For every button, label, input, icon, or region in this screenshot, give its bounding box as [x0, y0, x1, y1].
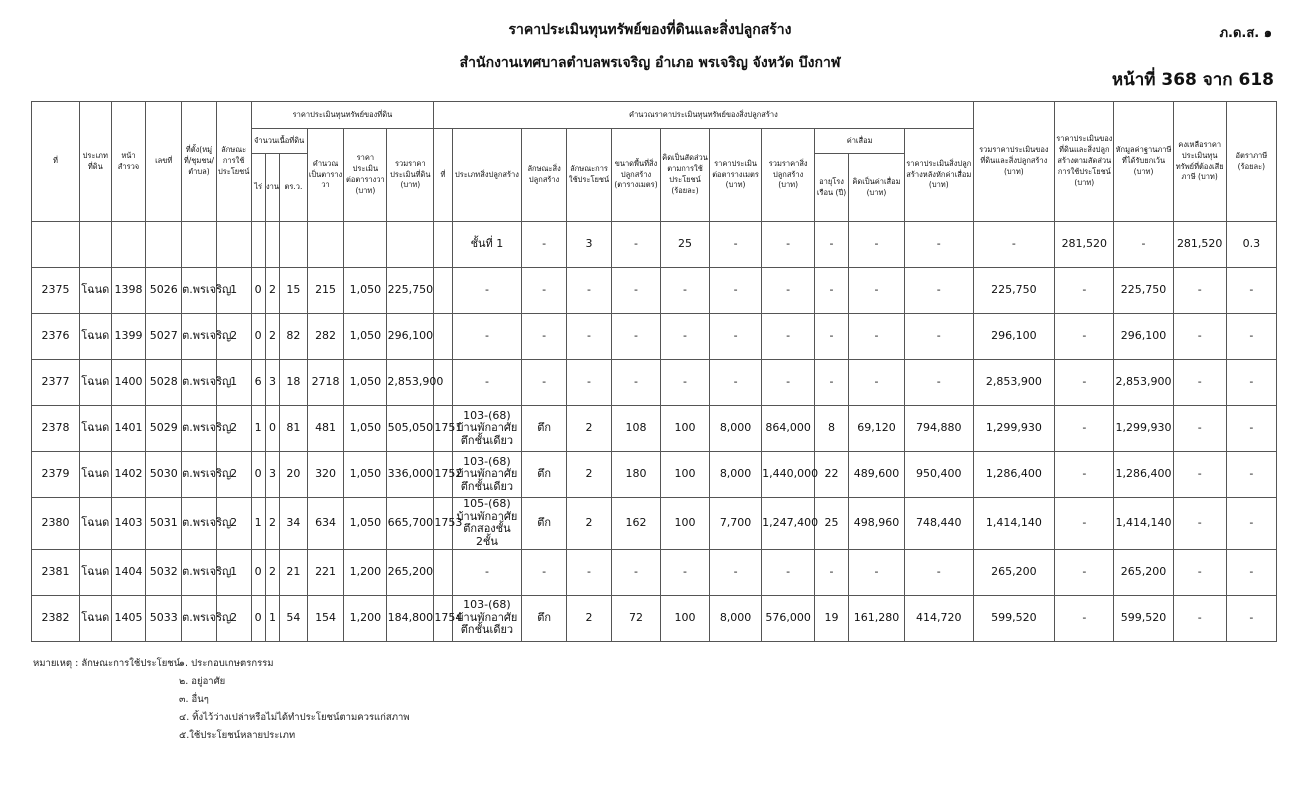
cell-price-per-wa: 1,050	[344, 268, 387, 314]
cell-b-ratio: 100	[661, 595, 710, 641]
cell-no: 2379	[32, 452, 80, 498]
cell-ngan: 3	[265, 452, 279, 498]
cell-rate: -	[1226, 452, 1276, 498]
col-rate: อัตราภาษี (ร้อยละ)	[1226, 102, 1276, 222]
cell-b-usage: -	[567, 360, 612, 406]
cell-b-type: -	[452, 268, 521, 314]
page-number: หน้าที่ 368 จาก 618	[1111, 70, 1274, 90]
note-item: ๔. ทิ้งไว้ว่างเปล่าหรือไม่ได้ทำประโยชน์ตามควรแก่สภาพ	[179, 712, 410, 723]
cell-b-net: -	[905, 268, 973, 314]
cell-dep-age: -	[815, 549, 849, 595]
cell-dep-age: 19	[815, 595, 849, 641]
cell-taxable: -	[1173, 549, 1226, 595]
cell-location: ต.พรเจริญ	[182, 549, 217, 595]
cell-b-usage: 2	[567, 595, 612, 641]
note-item: ๒. อยู่อาศัย	[179, 676, 226, 687]
cell-b-usage: 2	[567, 406, 612, 452]
page-title: ราคาประเมินทุนทรัพย์ของที่ดินและสิ่งปลูกสร้าง	[508, 22, 792, 38]
cell-deduction: 1,414,140	[1114, 498, 1173, 550]
col-rai: ไร่	[251, 154, 265, 222]
cell-rate: 0.3	[1226, 222, 1276, 268]
cell-no: 2380	[32, 498, 80, 550]
cell-ngan: 1	[265, 595, 279, 641]
col-building-kind: ลักษณะสิ่งปลูกสร้าง	[522, 129, 567, 222]
cell-price-per-wa: 1,050	[344, 498, 387, 550]
cell-b-area: 180	[612, 452, 661, 498]
cell-land-type: โฉนด	[79, 406, 111, 452]
cell-b-total: -	[762, 360, 815, 406]
cell-rate: -	[1226, 595, 1276, 641]
cell-b-price: 8,000	[710, 595, 762, 641]
cell-survey-page: 1402	[111, 452, 146, 498]
cell-area-wa: 154	[307, 595, 344, 641]
cell-b-total: -	[762, 549, 815, 595]
col-building-no: ที่	[434, 129, 452, 222]
cell-land-total: 505,050	[387, 406, 434, 452]
cell-land-type: โฉนด	[79, 549, 111, 595]
cell-usage: 2	[216, 406, 251, 452]
cell-area-wa: 282	[307, 314, 344, 360]
cell-usage: 2	[216, 595, 251, 641]
cell-location: ต.พรเจริญ	[182, 452, 217, 498]
cell-b-area: 72	[612, 595, 661, 641]
cell-b-total: 1,440,000	[762, 452, 815, 498]
cell-taxable: -	[1173, 268, 1226, 314]
cell-b-total: -	[762, 222, 815, 268]
table-row	[32, 498, 1277, 550]
cell-land-type: โฉนด	[79, 360, 111, 406]
cell-b-total: -	[762, 268, 815, 314]
cell-location: ต.พรเจริญ	[182, 406, 217, 452]
cell-ngan: 2	[265, 498, 279, 550]
cell-area-wa: 221	[307, 549, 344, 595]
cell-rate: -	[1226, 549, 1276, 595]
cell-b-price: -	[710, 268, 762, 314]
cell-land-total: 296,100	[387, 314, 434, 360]
cell-rai: 0	[251, 268, 265, 314]
cell-number: 5030	[146, 452, 182, 498]
cell-deduction: 265,200	[1114, 549, 1173, 595]
cell-b-price: 7,700	[710, 498, 762, 550]
col-no: ที่	[32, 102, 80, 222]
table-row	[32, 314, 1277, 360]
cell-wa: 54	[280, 595, 308, 641]
col-building-type: ประเภทสิ่งปลูกสร้าง	[452, 129, 521, 222]
cell-b-net: 748,440	[905, 498, 973, 550]
cell-survey-page: 1405	[111, 595, 146, 641]
col-land-total: รวมราคาประเมินที่ดิน (บาท)	[387, 129, 434, 222]
cell-number: 5033	[146, 595, 182, 641]
cell-number: 5027	[146, 314, 182, 360]
cell-dep-age: -	[815, 222, 849, 268]
cell-total: 296,100	[973, 314, 1055, 360]
cell-b-ratio: -	[661, 549, 710, 595]
cell-survey-page: 1404	[111, 549, 146, 595]
cell-rate: -	[1226, 314, 1276, 360]
cell-dep-value: -	[848, 549, 904, 595]
cell-location: ต.พรเจริญ	[182, 595, 217, 641]
col-area-wa: คำนวณเป็นตารางวา	[307, 129, 344, 222]
cell-wa: 18	[280, 360, 308, 406]
cell-location: ต.พรเจริญ	[182, 360, 217, 406]
cell-b-kind: -	[522, 549, 567, 595]
cell-proportional: -	[1055, 595, 1114, 641]
cell-number: 5031	[146, 498, 182, 550]
cell-taxable: -	[1173, 595, 1226, 641]
cell-deduction: 225,750	[1114, 268, 1173, 314]
col-land-type: ประเภทที่ดิน	[79, 102, 111, 222]
cell-b-price: -	[710, 549, 762, 595]
cell-rai: 0	[251, 452, 265, 498]
cell-location: ต.พรเจริญ	[182, 314, 217, 360]
cell-b-kind: -	[522, 360, 567, 406]
cell-b-net: 794,880	[905, 406, 973, 452]
cell-b-usage: 2	[567, 498, 612, 550]
cell-proportional: -	[1055, 498, 1114, 550]
cell-area-wa: 2718	[307, 360, 344, 406]
cell-price-per-wa: 1,050	[344, 360, 387, 406]
notes-label: หมายเหตุ : ลักษณะการใช้ประโยชน์	[33, 658, 181, 669]
col-ngan: งาน	[265, 154, 279, 222]
cell-b-type: 103-(68) บ้านพักอาศัยตึกชั้นเดียว	[452, 452, 521, 498]
table-row	[32, 406, 1277, 452]
cell-b-kind: ตึก	[522, 452, 567, 498]
cell-taxable: -	[1173, 360, 1226, 406]
cell-proportional: -	[1055, 452, 1114, 498]
cell-price-per-wa: 1,050	[344, 452, 387, 498]
cell-rai: 0	[251, 314, 265, 360]
cell-b-net: -	[905, 314, 973, 360]
cell-total: 1,299,930	[973, 406, 1055, 452]
cell-survey-page: 1399	[111, 314, 146, 360]
cell-b-total: 576,000	[762, 595, 815, 641]
cell-ngan: 0	[265, 406, 279, 452]
cell-price-per-wa: 1,050	[344, 406, 387, 452]
cell-rate: -	[1226, 406, 1276, 452]
cell-land-type: โฉนด	[79, 595, 111, 641]
cell-b-type: ชั้นที่ 1	[452, 222, 521, 268]
cell-b-type: 103-(68) บ้านพักอาศัยตึกชั้นเดียว	[452, 595, 521, 641]
cell-ngan: 2	[265, 268, 279, 314]
cell-b-type: -	[452, 549, 521, 595]
cell-taxable: -	[1173, 498, 1226, 550]
cell-proportional: -	[1055, 314, 1114, 360]
cell-b-total: 1,247,400	[762, 498, 815, 550]
cell-rai: 1	[251, 406, 265, 452]
cell-b-ratio: -	[661, 268, 710, 314]
cell-no: 2376	[32, 314, 80, 360]
cell-b-price: -	[710, 314, 762, 360]
table-row	[32, 595, 1277, 641]
cell-deduction: 2,853,900	[1114, 360, 1173, 406]
cell-b-total: -	[762, 314, 815, 360]
cell-usage: 1	[216, 268, 251, 314]
table-row	[32, 268, 1277, 314]
col-building-price: ราคาประเมินต่อตารางเมตร (บาท)	[710, 129, 762, 222]
cell-taxable: -	[1173, 452, 1226, 498]
cell-survey-page: 1403	[111, 498, 146, 550]
cell-deduction: 296,100	[1114, 314, 1173, 360]
col-wa: ตร.ว.	[280, 154, 308, 222]
cell-location: ต.พรเจริญ	[182, 268, 217, 314]
cell-rai: 1	[251, 498, 265, 550]
cell-b-kind: ตึก	[522, 595, 567, 641]
cell-number: 5028	[146, 360, 182, 406]
cell-b-area: -	[612, 360, 661, 406]
col-usage: ลักษณะการใช้ประโยชน์	[216, 102, 251, 222]
cell-location: ต.พรเจริญ	[182, 498, 217, 550]
cell-b-no: 1754	[434, 595, 452, 641]
cell-b-usage: 3	[567, 222, 612, 268]
cell-dep-value: 69,120	[848, 406, 904, 452]
cell-dep-age: 22	[815, 452, 849, 498]
cell-price-per-wa: 1,050	[344, 314, 387, 360]
cell-proportional: 281,520	[1055, 222, 1114, 268]
cell-b-type: 103-(68) บ้านพักอาศัยตึกชั้นเดียว	[452, 406, 521, 452]
cell-proportional: -	[1055, 549, 1114, 595]
cell-b-area: -	[612, 549, 661, 595]
col-building-total: รวมราคาสิ่งปลูกสร้าง (บาท)	[762, 129, 815, 222]
cell-area-wa: 320	[307, 452, 344, 498]
cell-number: 5032	[146, 549, 182, 595]
page-subtitle: สำนักงานเทศบาลตำบลพรเจริญ อำเภอ พรเจริญ จังหวัด บึงกาฬ	[459, 55, 841, 71]
table-row	[32, 360, 1277, 406]
cell-wa: 82	[280, 314, 308, 360]
cell-wa: 34	[280, 498, 308, 550]
group-depreciation: ค่าเสื่อม	[815, 129, 905, 154]
cell-area-wa: 634	[307, 498, 344, 550]
cell-ngan: 3	[265, 360, 279, 406]
cell-no: 2381	[32, 549, 80, 595]
cell-b-type: -	[452, 360, 521, 406]
cell-usage: 2	[216, 314, 251, 360]
cell-dep-age: -	[815, 314, 849, 360]
cell-b-kind: -	[522, 222, 567, 268]
cell-number: 5026	[146, 268, 182, 314]
group-land-area: จำนวนเนื้อที่ดิน	[251, 129, 307, 154]
cell-b-area: 108	[612, 406, 661, 452]
cell-b-no	[434, 549, 452, 595]
cell-b-area: -	[612, 222, 661, 268]
cell-b-total: 864,000	[762, 406, 815, 452]
cell-b-net: -	[905, 222, 973, 268]
cell-rate: -	[1226, 360, 1276, 406]
note-item: ๕.ใช้ประโยชน์หลายประเภท	[179, 730, 296, 741]
cell-deduction: -	[1114, 222, 1173, 268]
cell-total: 265,200	[973, 549, 1055, 595]
cell-b-usage: -	[567, 314, 612, 360]
cell-price-per-wa: 1,200	[344, 549, 387, 595]
cell-b-net: -	[905, 360, 973, 406]
cell-b-usage: 2	[567, 452, 612, 498]
cell-b-ratio: 100	[661, 452, 710, 498]
col-survey-page: หน้าสำรวจ	[111, 102, 146, 222]
cell-b-area: -	[612, 314, 661, 360]
cell-no: 2375	[32, 268, 80, 314]
cell-usage: 2	[216, 452, 251, 498]
cell-b-type: 105-(68) บ้านพักอาศัยตึกสองชั้น 2ชั้น	[452, 498, 521, 550]
assessment-table	[31, 101, 1277, 642]
cell-ngan: 2	[265, 549, 279, 595]
table-row	[32, 549, 1277, 595]
cell-no: 2382	[32, 595, 80, 641]
cell-total: 599,520	[973, 595, 1055, 641]
cell-dep-value: -	[848, 314, 904, 360]
cell-b-no: 1753	[434, 498, 452, 550]
cell-land-total: 184,800	[387, 595, 434, 641]
cell-b-kind: -	[522, 314, 567, 360]
cell-dep-age: -	[815, 268, 849, 314]
cell-no: 2378	[32, 406, 80, 452]
cell-b-kind: ตึก	[522, 406, 567, 452]
cell-b-no	[434, 314, 452, 360]
cell-land-type: โฉนด	[79, 314, 111, 360]
cell-total: 225,750	[973, 268, 1055, 314]
cell-dep-age: 25	[815, 498, 849, 550]
cell-land-total: 225,750	[387, 268, 434, 314]
cell-b-ratio: -	[661, 360, 710, 406]
cell-wa: 15	[280, 268, 308, 314]
col-building-net: ราคาประเมินสิ่งปลูกสร้างหลังหักค่าเสื่อม (บาท)	[905, 129, 973, 222]
cell-b-kind: ตึก	[522, 498, 567, 550]
cell-b-usage: -	[567, 549, 612, 595]
cell-proportional: -	[1055, 406, 1114, 452]
cell-proportional: -	[1055, 360, 1114, 406]
cell-rai: 0	[251, 595, 265, 641]
cell-b-ratio: 100	[661, 406, 710, 452]
cell-dep-value: -	[848, 268, 904, 314]
cell-usage: 2	[216, 498, 251, 550]
cell-taxable: 281,520	[1173, 222, 1226, 268]
cell-area-wa: 481	[307, 406, 344, 452]
cell-b-kind: -	[522, 268, 567, 314]
cell-dep-value: 489,600	[848, 452, 904, 498]
note-item: ๑. ประกอบเกษตรกรรม	[179, 658, 274, 669]
col-building-ratio: คิดเป็นสัดส่วนตามการใช้ประโยชน์ (ร้อยละ)	[661, 129, 710, 222]
cell-land-total: 665,700	[387, 498, 434, 550]
cell-dep-value: -	[848, 360, 904, 406]
cell-no: 2377	[32, 360, 80, 406]
cell-total: 1,286,400	[973, 452, 1055, 498]
cell-b-price: -	[710, 222, 762, 268]
cell-number: 5029	[146, 406, 182, 452]
cell-dep-value: 161,280	[848, 595, 904, 641]
cell-b-usage: -	[567, 268, 612, 314]
cell-ngan: 2	[265, 314, 279, 360]
cell-usage: 1	[216, 360, 251, 406]
note-item: ๓. อื่นๆ	[179, 694, 209, 705]
cell-dep-value: -	[848, 222, 904, 268]
col-proportional: ราคาประเมินของที่ดินและสิ่งปลูกสร้างตามสัดส่วนการใช้ประโยชน์ (บาท)	[1055, 102, 1114, 222]
table-row	[32, 452, 1277, 498]
cell-wa: 81	[280, 406, 308, 452]
cell-usage: 1	[216, 549, 251, 595]
cell-b-no: 1752	[434, 452, 452, 498]
cell-b-net: 414,720	[905, 595, 973, 641]
cell-b-area: 162	[612, 498, 661, 550]
cell-deduction: 1,299,930	[1114, 406, 1173, 452]
form-code: ภ.ด.ส. ๑	[1219, 26, 1272, 41]
cell-land-type: โฉนด	[79, 268, 111, 314]
cell-b-type: -	[452, 314, 521, 360]
cell-land-total: 265,200	[387, 549, 434, 595]
cell-land-type: โฉนด	[79, 498, 111, 550]
cell-dep-value: 498,960	[848, 498, 904, 550]
cell-b-no: 1751	[434, 406, 452, 452]
cell-dep-age: 8	[815, 406, 849, 452]
cell-total: 2,853,900	[973, 360, 1055, 406]
cell-survey-page: 1401	[111, 406, 146, 452]
cell-b-price: 8,000	[710, 406, 762, 452]
cell-land-total: 2,853,900	[387, 360, 434, 406]
col-dep-value: คิดเป็นค่าเสื่อม (บาท)	[848, 154, 904, 222]
cell-b-ratio: -	[661, 314, 710, 360]
cell-wa: 21	[280, 549, 308, 595]
cell-rate: -	[1226, 498, 1276, 550]
group-building-valuation: คำนวณราคาประเมินทุนทรัพย์ของสิ่งปลูกสร้าง	[434, 102, 973, 129]
cell-b-net: -	[905, 549, 973, 595]
cell-survey-page: 1400	[111, 360, 146, 406]
cell-deduction: 599,520	[1114, 595, 1173, 641]
cell-taxable: -	[1173, 314, 1226, 360]
cell-total: 1,414,140	[973, 498, 1055, 550]
cell-total: -	[973, 222, 1055, 268]
cell-b-ratio: 25	[661, 222, 710, 268]
cell-rai: 6	[251, 360, 265, 406]
cell-land-total: 336,000	[387, 452, 434, 498]
summary-row	[32, 222, 1277, 268]
cell-b-no	[434, 268, 452, 314]
cell-b-ratio: 100	[661, 498, 710, 550]
col-taxable: คงเหลือราคาประเมินทุนทรัพย์ที่ต้องเสียภาษี (บาท)	[1173, 102, 1226, 222]
col-location: ที่ตั้ง(หมู่ที่/ชุมชน/ตำบล)	[182, 102, 217, 222]
cell-b-price: -	[710, 360, 762, 406]
cell-price-per-wa: 1,200	[344, 595, 387, 641]
cell-b-price: 8,000	[710, 452, 762, 498]
group-land-valuation: ราคาประเมินทุนทรัพย์ของที่ดิน	[251, 102, 434, 129]
col-deduction: หักมูลค่าฐานภาษีที่ได้รับยกเว้น (บาท)	[1114, 102, 1173, 222]
cell-proportional: -	[1055, 268, 1114, 314]
cell-b-net: 950,400	[905, 452, 973, 498]
col-building-usage: ลักษณะการใช้ประโยชน์	[567, 129, 612, 222]
col-building-area: ขนาดพื้นที่สิ่งปลูกสร้าง (ตารางเมตร)	[612, 129, 661, 222]
cell-land-type: โฉนด	[79, 452, 111, 498]
cell-rai: 0	[251, 549, 265, 595]
cell-dep-age: -	[815, 360, 849, 406]
cell-area-wa: 215	[307, 268, 344, 314]
col-total: รวมราคาประเมินของที่ดินและสิ่งปลูกสร้าง (บาท)	[973, 102, 1055, 222]
cell-rate: -	[1226, 268, 1276, 314]
cell-survey-page: 1398	[111, 268, 146, 314]
col-number: เลขที่	[146, 102, 182, 222]
cell-b-area: -	[612, 268, 661, 314]
col-dep-age: อายุโรงเรือน (ปี)	[815, 154, 849, 222]
cell-taxable: -	[1173, 406, 1226, 452]
cell-deduction: 1,286,400	[1114, 452, 1173, 498]
cell-wa: 20	[280, 452, 308, 498]
col-price-per-wa: ราคาประเมินต่อตารางวา (บาท)	[344, 129, 387, 222]
